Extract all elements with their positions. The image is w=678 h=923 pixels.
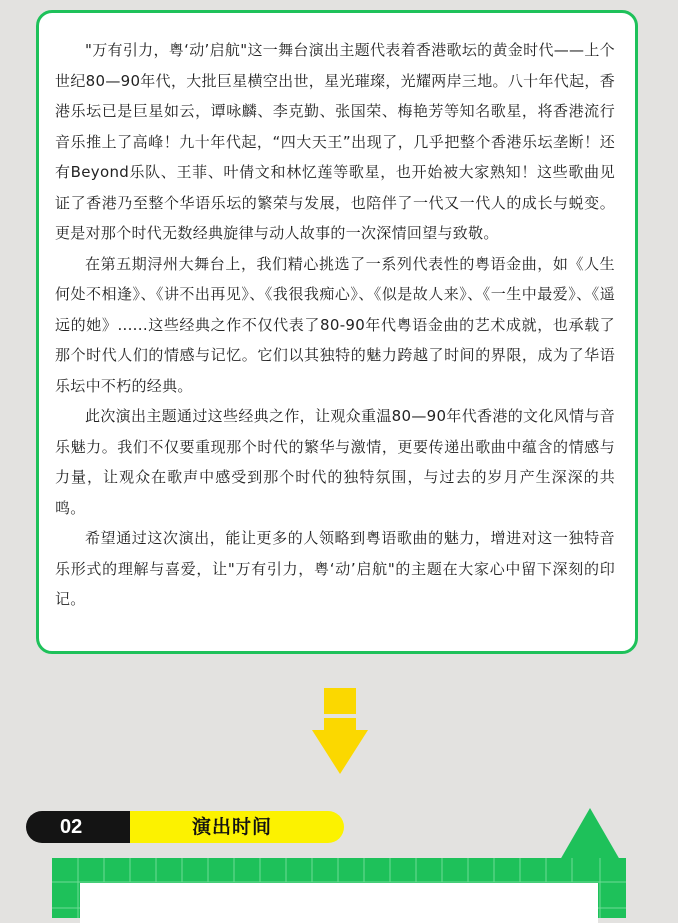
triangle-decoration [560,808,620,860]
section-header [26,811,344,843]
schedule-content-area [80,883,598,923]
intro-paragraph-3: 此次演出主题通过这些经典之作，让观众重温80—90年代香港的文化风情与音乐魅力。我们不仅要重现那个时代的繁华与激情，更要传递出歌曲中蕴含的情感与力量，让观众在歌声中感受到那个时代的独特氛围，与过去的岁月产生深深的共鸣。 [55,407,615,517]
section-title: 演出时间 [120,811,344,843]
arrow-down-icon [312,688,368,774]
intro-text-card [36,10,638,654]
intro-paragraph-1: "万有引力，粤‘动’启航"这一舞台演出主题代表着香港歌坛的黄金时代——上个世纪80—90年代，大批巨星横空出世，星光璀璨，光耀两岸三地。八十年代起，香港乐坛已是巨星如云，谭咏麟、李克勤、张国荣、梅艳芳等知名歌星，将香港流行音乐推上了高峰！九十年代起，“四大天王”出现了，几乎把整个香港乐坛垄断！还有Beyond乐队、王菲、叶倩文和林忆莲等歌星，也开始被大家熟知！这些歌曲见证了香港乃至整个华语乐坛的繁荣与发展，也陪伴了一代又一代人的成长与蜕变。更是对那个时代无数经典旋律与动人故事的一次深情回望与致敬。 [55,41,615,242]
intro-paragraph-4: 希望通过这次演出，能让更多的人领略到粤语歌曲的魅力，增进对这一独特音乐形式的理解与喜爱，让"万有引力，粤‘动’启航"的主题在大家心中留下深刻的印记。 [55,529,615,608]
intro-paragraph-2: 在第五期浔州大舞台上，我们精心挑选了一系列代表性的粤语金曲，如《人生何处不相逢》、《讲不出再见》、《我很我痴心》、《似是故人来》、《一生中最爱》、《遥远的她》......这些经典之作不仅代表了80-90年代粤语金曲的艺术成就，也承载了那个时代人们的情感与记忆。它们以其独特的魅力跨越了时间的界限，成为了华语乐坛中不朽的经典。 [55,254,615,395]
schedule-frame [52,858,626,918]
section-number: 02 [26,811,130,843]
